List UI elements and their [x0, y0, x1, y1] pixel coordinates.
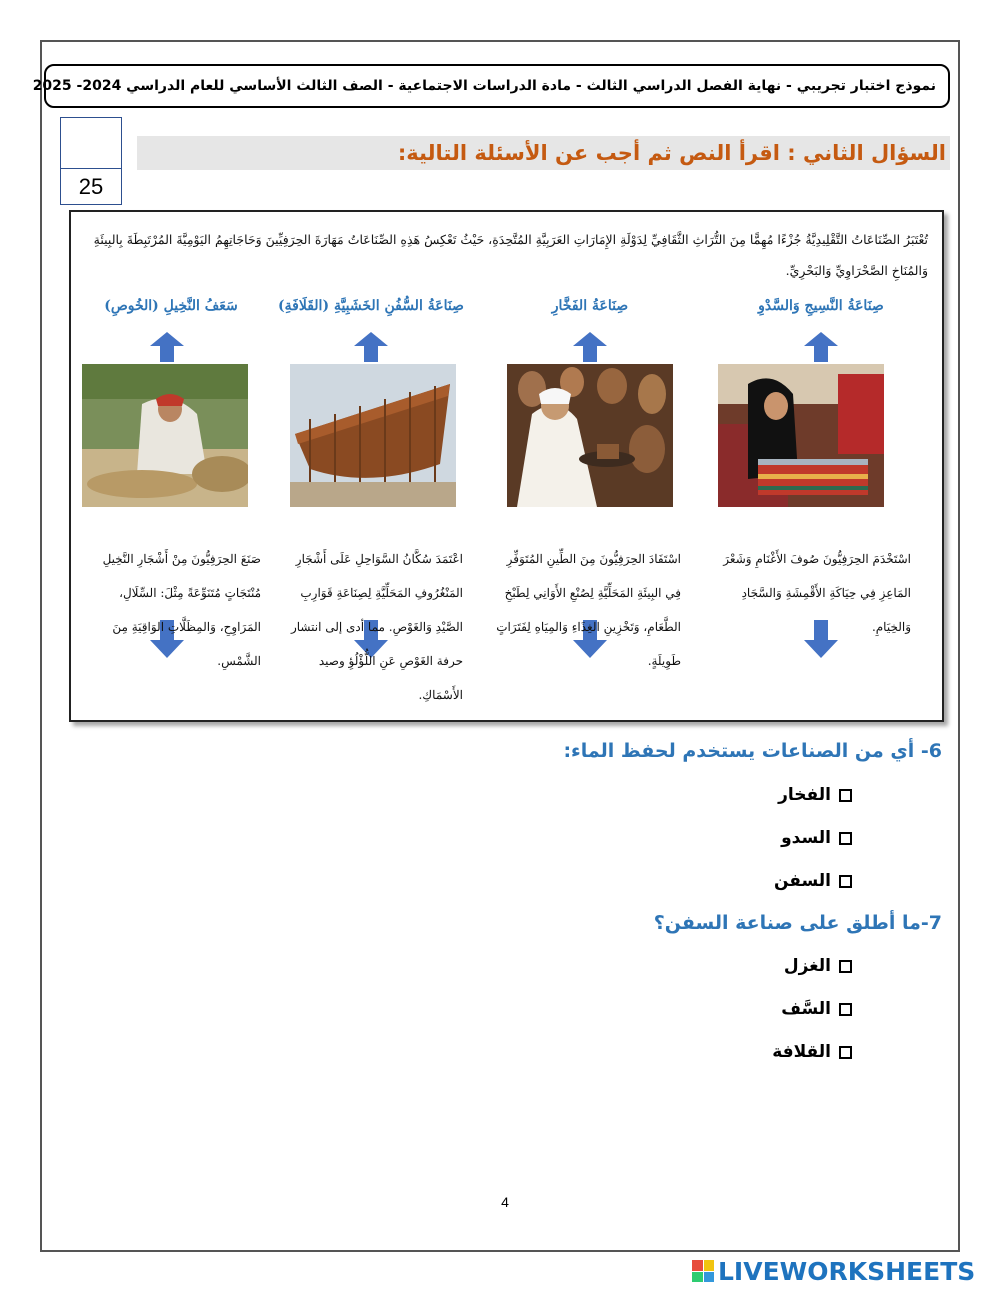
exam-header — [32, 64, 950, 108]
score-value: 25 — [78, 174, 104, 199]
q6-option-1-label: الفخار — [778, 785, 831, 805]
checkbox-icon[interactable] — [839, 960, 852, 973]
question-6: 6- أي من الصناعات يستخدم لحفظ الماء: — [563, 740, 942, 762]
checkbox-icon[interactable] — [839, 875, 852, 888]
craft-title-weaving: صِنَاعَةُ النَّسِيجِ وَالسَّدْوِ — [758, 298, 884, 314]
q7-option-3-label: القلافة — [772, 1042, 831, 1062]
checkbox-icon[interactable] — [839, 1046, 852, 1059]
palm-weaving-photo — [82, 364, 248, 507]
liveworksheets-logo-icon — [692, 1260, 714, 1282]
up-arrow-icon — [354, 332, 388, 362]
q7-option-1[interactable] — [784, 956, 852, 976]
score-box — [60, 117, 122, 205]
craft-title-palm: سَعَفُ النَّخِيلِ (الخُوصِ) — [104, 298, 238, 314]
q7-option-3[interactable] — [772, 1042, 852, 1062]
craft-text-pottery: اسْتَفَادَ الحِرَفِيُّونَ مِنَ الطِّينِ المُتَوَفِّرِ فِي البِيئَةِ المَحَلِّيَّةِ لِصُنْعِ الأَوَانِي لِطَبْخِ الطَّعَامِ، وَتَخْزِينِ الغِذَاءِ وَالمِيَاهِ لِفَتَرَاتٍ طَوِيلَةٍ. — [496, 552, 681, 668]
craft-title-boats: صِنَاعَةُ السُّفُنِ الخَشَبِيَّةِ (القَلَافَةِ) — [278, 298, 464, 314]
question-title-bar — [137, 136, 950, 170]
liveworksheets-brand — [692, 1256, 975, 1286]
q7-option-2[interactable] — [781, 999, 852, 1019]
checkbox-icon[interactable] — [839, 832, 852, 845]
boat-building-photo — [290, 364, 456, 507]
score-divider — [61, 168, 121, 169]
q6-option-3[interactable] — [774, 871, 852, 891]
craft-text-weaving: اسْتَخْدَمَ الحِرَفِيُّونَ صُوفَ الأَغْنَامِ وَشَعْرَ المَاعِزِ فِي حِيَاكَةِ الأَقْمِشَةِ وَالسَّجَادِ وَالخِيَامِ. — [723, 552, 911, 634]
pottery-photo — [507, 364, 673, 507]
q6-option-3-label: السفن — [773, 871, 831, 891]
question-7: 7-ما أطلق على صناعة السفن؟ — [653, 912, 942, 934]
page-number: 4 — [501, 1194, 509, 1210]
q6-option-2[interactable] — [781, 828, 852, 848]
weaving-photo — [718, 364, 884, 507]
exam-header-text: نموذج اختبار تجريبي - نهاية الفصل الدراسي الثالث - مادة الدراسات الاجتماعية - الصف الثالث الأساسي للعام الدراسي 2024- 2025 — [32, 78, 936, 94]
q7-option-1-label: الغزل — [783, 956, 831, 976]
reading-intro: تُعْتَبَرُ الصِّنَاعَاتُ التَّقْلِيدِيَّةُ جُزْءًا مُهِمًّا مِنَ التُّرَاثِ الثَّقَافِيِّ لِدَوْلَةِ الإِمَارَاتِ العَرَبِيَّةِ المُتَّحِدَةِ، حَيْثُ تَعْكِسُ هَذِهِ الصِّنَاعَاتُ مَهَارَةَ الحِرَفِيِّينَ وَحَاجَاتِهِمُ اليَوْمِيَّةَ المُرْتَبِطَةَ بِالبِيئَةِ وَالمُنَاخِ الصَّحْرَاوِيِّ وَالبَحْرِيِّ. — [93, 232, 928, 278]
checkbox-icon[interactable] — [839, 789, 852, 802]
craft-text-palm: صَنَعَ الحِرَفِيُّونَ مِنْ أَشْجَارِ النَّخِيلِ مُنْتَجَاتٍ مُتَنَوِّعَةً مِثْلَ: السِّلَالِ، المَرَاوِحِ، وَالمِظَلَّاتِ الوَاقِيَةِ مِنَ الشَّمْسِ. — [102, 552, 261, 668]
q7-option-2-label: السَّف — [781, 999, 831, 1019]
brand-name: LIVEWORKSHEETS — [718, 1256, 976, 1286]
q6-option-2-label: السدو — [781, 828, 831, 848]
up-arrow-icon — [150, 332, 184, 362]
up-arrow-icon — [804, 332, 838, 362]
reading-panel — [69, 210, 944, 722]
q6-option-1[interactable] — [778, 785, 852, 805]
craft-title-pottery: صِنَاعَةُ الفَخَّارِ — [551, 298, 629, 314]
checkbox-icon[interactable] — [839, 1003, 852, 1016]
up-arrow-icon — [573, 332, 607, 362]
question-title: السؤال الثاني : اقرأ النص ثم أجب عن الأسئلة التالية: — [397, 141, 946, 165]
craft-text-boats: اعْتَمَدَ سُكَّانُ السَّوَاحِلِ عَلَى أَشْجَارِ المَنْغُرُوفِ المَحَلِّيَّةِ لِصِنَاعَةِ قَوَارِبِ الصَّيْدِ وَالغَوْصِ. مما أدى إلى انتشار حرفة الغَوْصِ عَنِ اللُّؤْلُؤِ وصيد الأَسْمَاكِ. — [290, 552, 463, 702]
